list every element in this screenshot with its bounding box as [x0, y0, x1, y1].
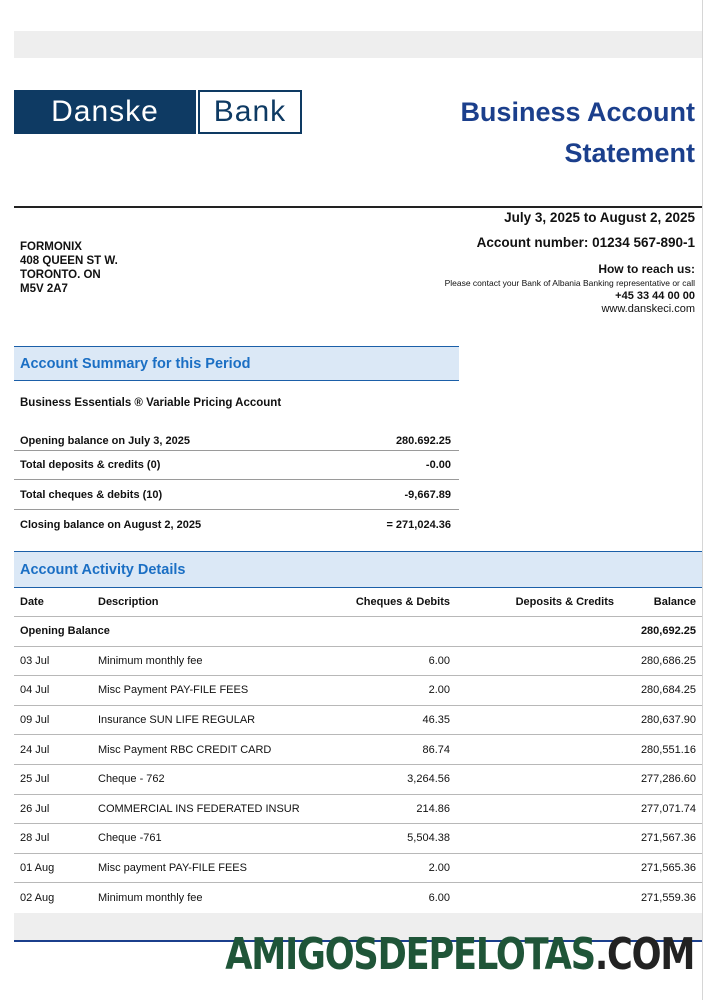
column-header-date: Date [20, 596, 44, 608]
summary-row-debits [14, 480, 459, 510]
transaction-description: Cheque -761 [98, 832, 162, 845]
opening-balance-row [14, 617, 702, 647]
logo-name-part2: Bank [198, 90, 302, 134]
table-row [14, 883, 702, 913]
activity-section-header: Account Activity Details [14, 551, 702, 588]
transaction-description: Misc payment PAY-FILE FEES [98, 862, 247, 875]
summary-row-opening [14, 431, 459, 451]
table-row [14, 647, 702, 677]
transaction-date: 03 Jul [20, 654, 50, 667]
account-number: Account number: 01234 567-890-1 [476, 235, 695, 250]
summary-row-closing [14, 510, 459, 539]
watermark-tld: .COM [594, 929, 694, 980]
transaction-balance: 280,551.16 [640, 743, 696, 756]
contact-phone: +45 33 44 00 00 [615, 290, 695, 302]
transaction-debit: 6.00 [428, 654, 450, 667]
summary-label: Opening balance on July 3, 2025 [20, 434, 190, 447]
activity-rows [14, 647, 702, 913]
statement-info [445, 208, 695, 315]
summary-label: Total cheques & debits (10) [20, 488, 163, 501]
summary-label: Total deposits & credits (0) [20, 459, 161, 471]
transaction-description: Minimum monthly fee [98, 892, 203, 905]
summary-value: -9,667.89 [404, 488, 451, 501]
summary-table [14, 431, 459, 539]
transaction-description: Misc Payment PAY-FILE FEES [98, 684, 249, 697]
table-row [14, 854, 702, 884]
transaction-debit: 5,504.38 [407, 832, 450, 845]
transaction-description: Insurance SUN LIFE REGULAR [98, 714, 256, 727]
transaction-debit: 2.00 [428, 684, 450, 697]
transaction-balance: 280,686.25 [640, 654, 696, 667]
transaction-date: 09 Jul [20, 714, 50, 727]
table-row [14, 735, 702, 765]
column-header-debits: Cheques & Debits [355, 596, 450, 608]
summary-row-deposits [14, 451, 459, 480]
account-product-name: Business Essentials ® Variable Pricing Account [20, 397, 282, 409]
title-line-2: Statement [564, 138, 695, 168]
transaction-date: 24 Jul [20, 743, 50, 756]
transaction-description: Cheque - 762 [98, 773, 165, 786]
statement-period: July 3, 2025 to August 2, 2025 [504, 210, 695, 225]
column-header-credits: Deposits & Credits [515, 596, 614, 608]
transaction-date: 04 Jul [20, 684, 50, 697]
transaction-balance: 280,684.25 [640, 684, 696, 697]
transaction-balance: 277,071.74 [640, 802, 696, 815]
summary-value: 280.692.25 [395, 434, 451, 447]
transaction-balance: 271,567.36 [640, 832, 696, 845]
opening-balance-value: 280,692.25 [640, 625, 696, 638]
summary-section-header: Account Summary for this Period [14, 346, 459, 381]
table-row [14, 824, 702, 854]
summary-value: -0.00 [425, 459, 451, 471]
transaction-debit: 214.86 [416, 802, 450, 815]
transaction-date: 01 Aug [20, 862, 55, 875]
customer-address [20, 240, 118, 296]
activity-column-headers [14, 588, 702, 617]
table-row [14, 765, 702, 795]
activity-table [14, 588, 702, 913]
summary-label: Closing balance on August 2, 2025 [20, 518, 202, 531]
transaction-date: 26 Jul [20, 802, 50, 815]
transaction-description: Minimum monthly fee [98, 654, 203, 667]
transaction-debit: 6.00 [428, 892, 450, 905]
address-line-2: TORONTO. ON [20, 269, 101, 281]
postal-code: M5V 2A7 [20, 283, 68, 295]
transaction-debit: 3,264.56 [407, 773, 450, 786]
bank-logo [14, 90, 302, 134]
document-title [460, 92, 695, 174]
table-row [14, 706, 702, 736]
address-line-1: 408 QUEEN ST W. [20, 255, 118, 267]
column-header-description: Description [98, 596, 159, 608]
contact-title: How to reach us: [598, 262, 695, 276]
logo-name-part1: Danske [14, 90, 196, 134]
contact-note: Please contact your Bank of Albania Banking representative or call [444, 278, 695, 288]
table-row [14, 795, 702, 825]
watermark-main: AMIGOSDEPELOTAS [225, 929, 595, 980]
opening-balance-label: Opening Balance [20, 625, 110, 638]
top-gray-bar [14, 31, 702, 58]
title-line-1: Business Account [460, 97, 695, 127]
transaction-description: COMMERCIAL INS FEDERATED INSUR [98, 802, 300, 815]
transaction-debit: 46.35 [422, 714, 450, 727]
customer-name: FORMONIX [20, 241, 82, 253]
column-header-balance: Balance [653, 596, 696, 608]
transaction-debit: 86.74 [422, 743, 450, 756]
transaction-debit: 2.00 [428, 862, 450, 875]
transaction-date: 25 Jul [20, 773, 50, 786]
contact-website: www.danskeci.com [601, 303, 695, 315]
summary-value: = 271,024.36 [386, 518, 451, 531]
table-row [14, 676, 702, 706]
transaction-balance: 277,286.60 [640, 773, 696, 786]
watermark-logo [225, 924, 694, 980]
transaction-date: 28 Jul [20, 832, 50, 845]
transaction-balance: 280,637.90 [640, 714, 696, 727]
transaction-balance: 271,565.36 [640, 862, 696, 875]
transaction-date: 02 Aug [20, 892, 55, 905]
transaction-balance: 271,559.36 [640, 892, 696, 905]
transaction-description: Misc Payment RBC CREDIT CARD [98, 743, 272, 756]
